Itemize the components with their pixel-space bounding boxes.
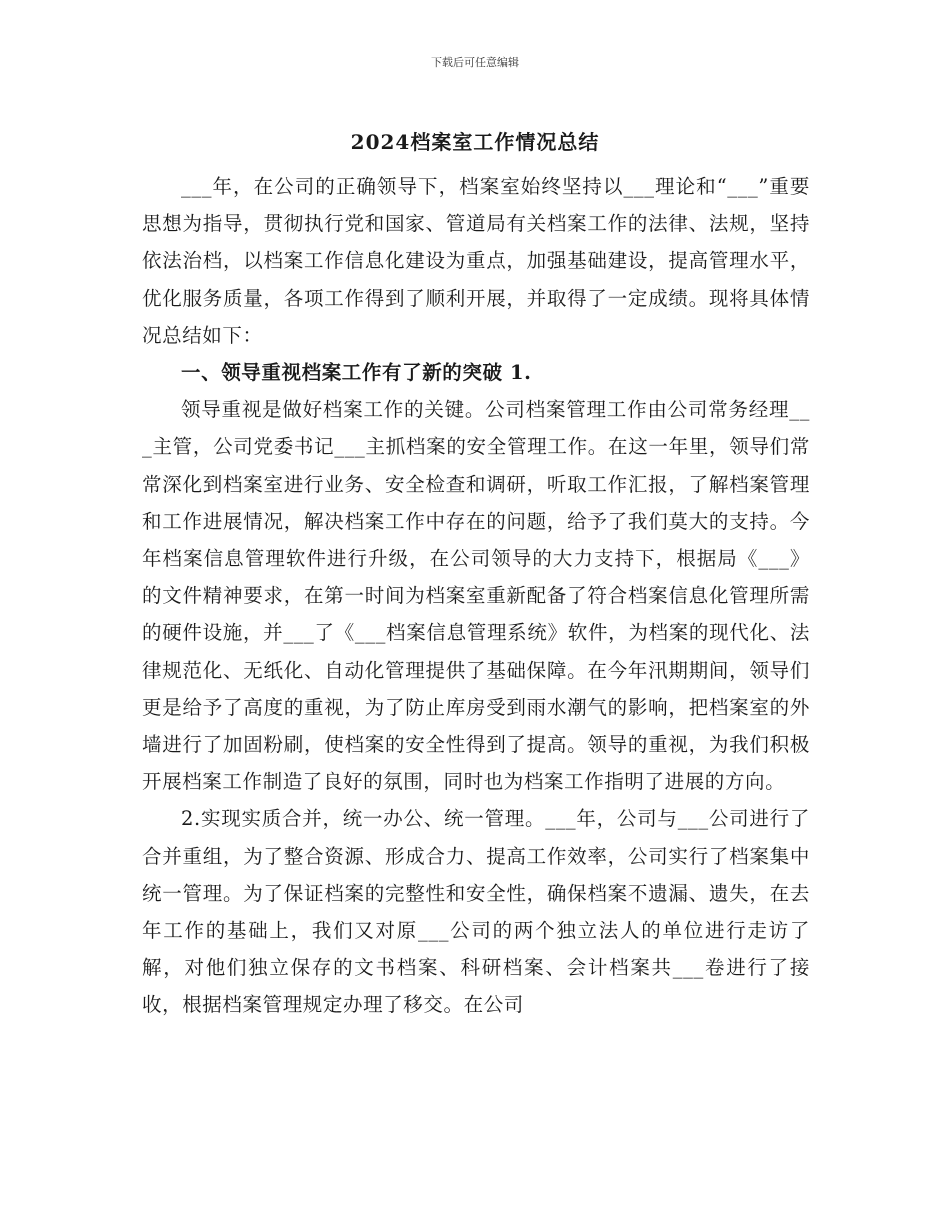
section-2-paragraph: 2.实现实质合并，统一办公、统一管理。___年，公司与___公司进行了合并重组，为了整合资源、形成合力、提高工作效率，公司实行了档案集中统一管理。为了保证档案的完整性和安全性，确保档案不遗漏、遗失，在去年工作的基础上，我们又对原___公司的两个独立法人的单位进行走访了解，对他们独立保存的文书档案、科研档案、会计档案共___卷进行了接收，根据档案管理规定办理了移交。在公司 <box>142 807 810 1017</box>
section-1-heading: 一、领导重视档案工作有了新的突破 1. <box>181 361 532 385</box>
header-note: 下载后可任意编辑 <box>431 56 519 69</box>
section-1-paragraph: 领导重视是做好档案工作的关键。公司档案管理工作由公司常务经理___主管，公司党委书记___主抓档案的安全管理工作。在这一年里，领导们常常深化到档案室进行业务、安全检查和调研，听取工作汇报，了解档案管理和工作进展情况，解决档案工作中存在的问题，给予了我们莫大的支持。今年档案信息管理软件进行升级，在公司领导的大力支持下，根据局《___》的文件精神要求，在第一时间为档案室重新配备了符合档案信息化管理所需的硬件设施，并___了《___档案信息管理系统》软件，为档案的现代化、法律规范化、无纸化、自动化管理提供了基础保障。在今年汛期期间，领导们更是给予了高度的重视，为了防止库房受到雨水潮气的影响，把档案室的外墙进行了加固粉刷，使档案的安全性得到了提高。领导的重视，为我们积极开展档案工作制造了良好的氛围，同时也为档案工作指明了进展的方向。 <box>142 398 810 794</box>
document-body <box>142 168 810 1024</box>
intro-paragraph: ___年，在公司的正确领导下，档案室始终坚持以___理论和“___”重要思想为指导，贯彻执行党和国家、管道局有关档案工作的法律、法规，坚持依法治档，以档案工作信息化建设为重点，加强基础建设，提高管理水平，优化服务质量，各项工作得到了顺利开展，并取得了一定成绩。现将具体情况总结如下： <box>142 175 810 347</box>
document-title: 2024档案室工作情况总结 <box>350 130 600 154</box>
